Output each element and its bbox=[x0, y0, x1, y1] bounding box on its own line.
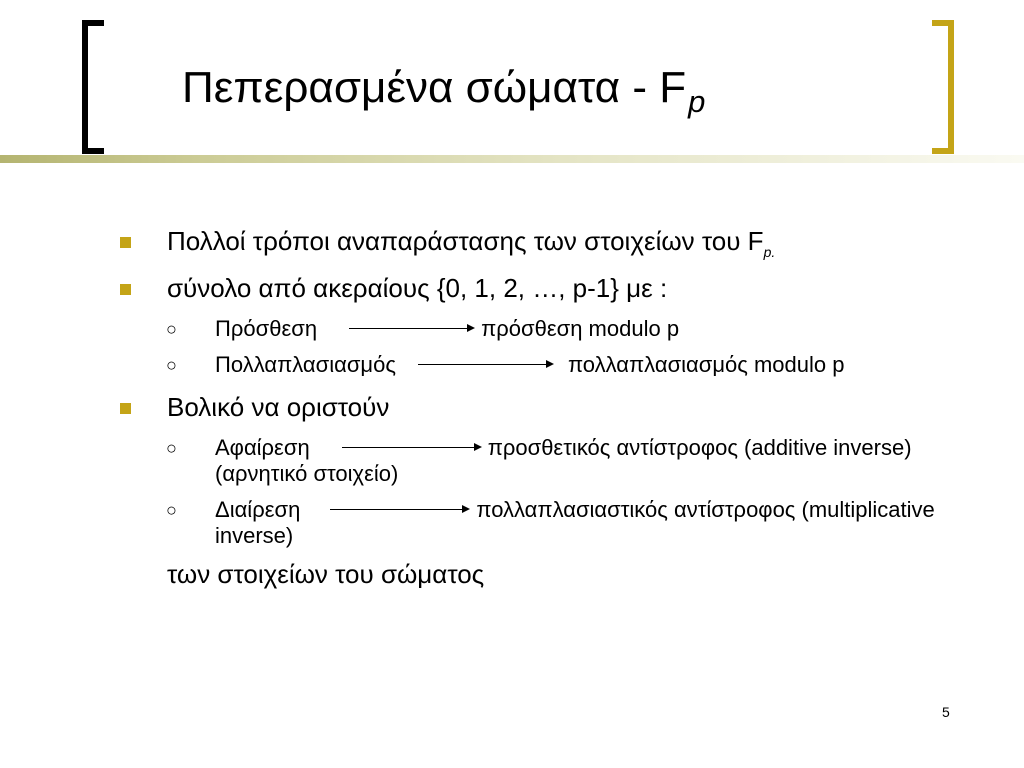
title-underline-bar bbox=[0, 155, 1024, 163]
right-arrow-icon bbox=[418, 364, 552, 365]
bullet-item-integer-set bbox=[0, 273, 1024, 304]
right-bracket-decoration bbox=[932, 20, 954, 154]
sub-bullet-addition bbox=[0, 316, 1024, 342]
closing-line bbox=[0, 559, 1024, 590]
slide-title-subscript: p bbox=[688, 84, 706, 119]
sub-bullet-left: Πολλαπλασιασμός bbox=[215, 352, 396, 377]
slide-title bbox=[182, 58, 705, 122]
square-bullet-icon bbox=[120, 403, 131, 414]
square-bullet-icon bbox=[120, 284, 131, 295]
sub-bullet-left: Πρόσθεση bbox=[215, 316, 318, 341]
page-number: 5 bbox=[942, 704, 950, 720]
circle-bullet-icon: ○ bbox=[166, 355, 177, 375]
sub-bullet-right: πολλαπλασιασμός modulo p bbox=[567, 352, 845, 377]
right-arrow-icon bbox=[349, 328, 473, 329]
slide-title-text: Πεπερασμένα σώματα - F bbox=[182, 63, 687, 112]
bullet-text: σύνολο από ακεραίους {0, 1, 2, …, p-1} με : bbox=[167, 273, 668, 303]
sub-bullet-left: Αφαίρεση bbox=[215, 435, 310, 460]
sub-bullet-division bbox=[0, 497, 1024, 549]
bullet-subscript: p. bbox=[763, 244, 776, 260]
circle-bullet-icon: ○ bbox=[166, 319, 177, 339]
bullet-text: Πολλοί τρόποι αναπαράστασης των στοιχείων του F bbox=[167, 226, 764, 256]
right-arrow-icon bbox=[330, 509, 468, 510]
right-arrow-icon bbox=[342, 447, 480, 448]
bullet-text: Βολικό να οριστούν bbox=[167, 392, 390, 422]
left-bracket-decoration bbox=[82, 20, 104, 154]
sub-bullet-right: πρόσθεση modulo p bbox=[481, 316, 680, 341]
sub-bullet-right: προσθετικός αντίστροφος (additive inverse) (αρνητικό στοιχείο) bbox=[215, 435, 912, 486]
circle-bullet-icon: ○ bbox=[166, 438, 177, 458]
sub-bullet-subtraction bbox=[0, 435, 1024, 487]
circle-bullet-icon: ○ bbox=[166, 500, 177, 520]
bullet-item-representations bbox=[0, 226, 1024, 261]
closing-text: των στοιχείων του σώματος bbox=[167, 559, 485, 589]
sub-bullet-left: Διαίρεση bbox=[215, 497, 301, 522]
bullet-item-convenient bbox=[0, 392, 1024, 423]
sub-bullet-multiplication bbox=[0, 352, 1024, 378]
square-bullet-icon bbox=[120, 237, 131, 248]
slide-content bbox=[0, 226, 1024, 590]
sub-bullet-right: πολλαπλασιαστικός αντίστροφος (multiplicative inverse) bbox=[215, 497, 935, 548]
